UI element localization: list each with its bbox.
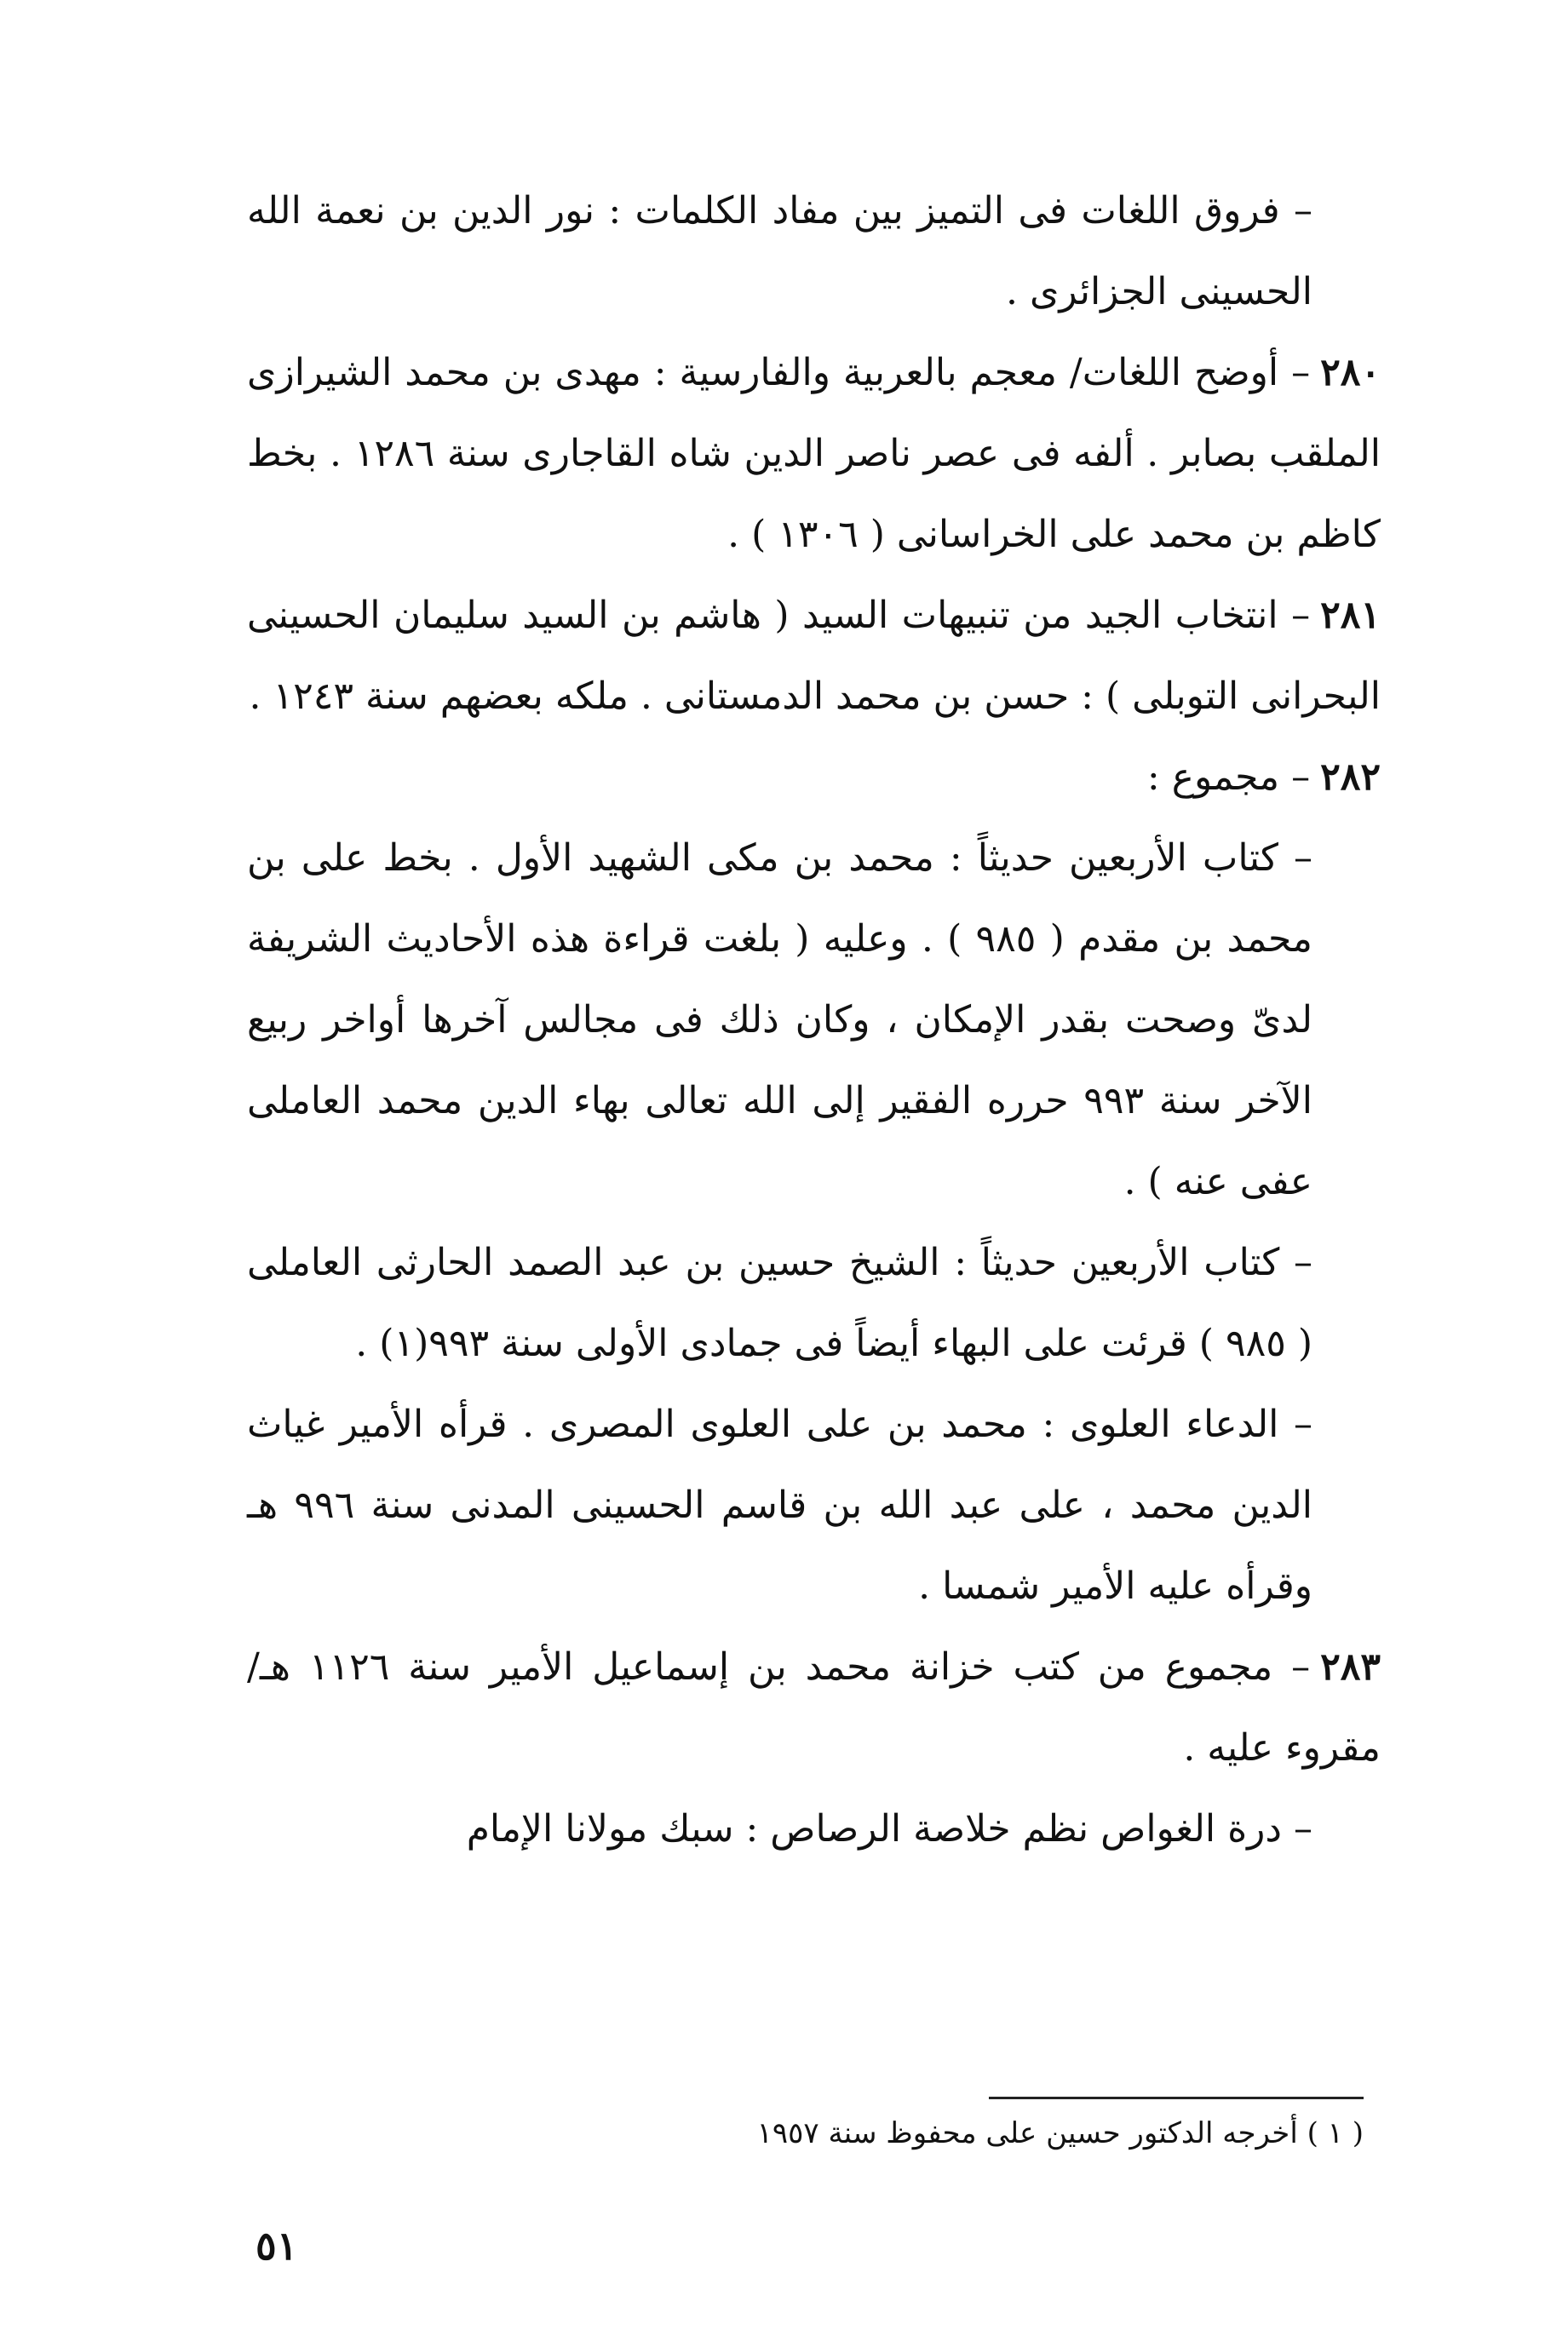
entry-text: – درة الغواص نظم خلاصة الرصاص : سبك مولانا الإمام bbox=[466, 1807, 1312, 1851]
entry-280 bbox=[247, 332, 1381, 575]
entry-text: – مجموع من كتب خزانة محمد بن إسماعيل الأمير سنة ١١٢٦ هـ/ مقروء عليه . bbox=[247, 1645, 1381, 1770]
entry-281 bbox=[247, 575, 1381, 737]
entry-text: – مجموع : bbox=[1146, 755, 1311, 799]
entry-text: – كتاب الأربعين حديثاً : الشيخ حسين بن عبد الصمد الحارثى العاملى ( ٩٨٥ ) قرئت على البهاء أيضاً فى جمادى الأولى سنة ٩٩٣(١) . bbox=[247, 1241, 1312, 1365]
entry-number: ٢٨٣ bbox=[1320, 1645, 1381, 1689]
body-text bbox=[247, 170, 1381, 1869]
entry-282 bbox=[247, 737, 1381, 818]
entry-number: ٢٨٠ bbox=[1320, 351, 1381, 394]
entry-text: – أوضح اللغات/ معجم بالعربية والفارسية : مهدى بن محمد الشيرازى الملقب بصابر . ألفه فى عصر ناصر الدين شاه القاجارى سنة ١٢٨٦ . بخط كاظم بن محمد على الخراسانى ( ١٣٠٦ ) . bbox=[247, 351, 1381, 556]
entry-dua-alawi bbox=[247, 1384, 1312, 1627]
footnote: ( ١ ) أخرجه الدكتور حسين على محفوظ سنة ١٩٥٧ bbox=[756, 2116, 1364, 2150]
entry-number: ٢٨١ bbox=[1320, 594, 1381, 637]
footnote-divider bbox=[989, 2097, 1364, 2099]
entry-283 bbox=[247, 1627, 1381, 1788]
entry-text: – انتخاب الجيد من تنبيهات السيد ( هاشم بن السيد سليمان الحسينى البحرانى التوبلى ) : حسن بن محمد الدمستانى . ملكه بعضهم سنة ١٢٤٣ . bbox=[247, 594, 1381, 718]
entry-durrat-al-ghawwas bbox=[247, 1788, 1312, 1869]
entry-number: ٢٨٢ bbox=[1320, 755, 1381, 799]
entry-text: – فروق اللغات فى التميز بين مفاد الكلمات : نور الدين بن نعمة الله الحسينى الجزائرى . bbox=[247, 189, 1312, 313]
entry-furuq-al-lughat bbox=[247, 170, 1312, 332]
entry-text: – الدعاء العلوى : محمد بن على العلوى المصرى . قرأه الأمير غياث الدين محمد ، على عبد الله بن قاسم الحسينى المدنى سنة ٩٩٦ هـ وقرأه عليه الأمير شمسا . bbox=[247, 1403, 1312, 1608]
entry-arbain-harithi bbox=[247, 1222, 1312, 1384]
entry-text: – كتاب الأربعين حديثاً : محمد بن مكى الشهيد الأول . بخط على بن محمد بن مقدم ( ٩٨٥ ) . وعليه ( بلغت قراءة هذه الأحاديث الشريفة لدىّ وصحت بقدر الإمكان ، وكان ذلك فى مجالس آخرها أواخر ربيع الآخر سنة ٩٩٣ حرره الفقير إلى الله تعالى بهاء الدين محمد العاملى عفى عنه ) . bbox=[247, 836, 1312, 1203]
page-number: ٥١ bbox=[256, 2223, 298, 2269]
entry-arbain-shahid bbox=[247, 818, 1312, 1222]
